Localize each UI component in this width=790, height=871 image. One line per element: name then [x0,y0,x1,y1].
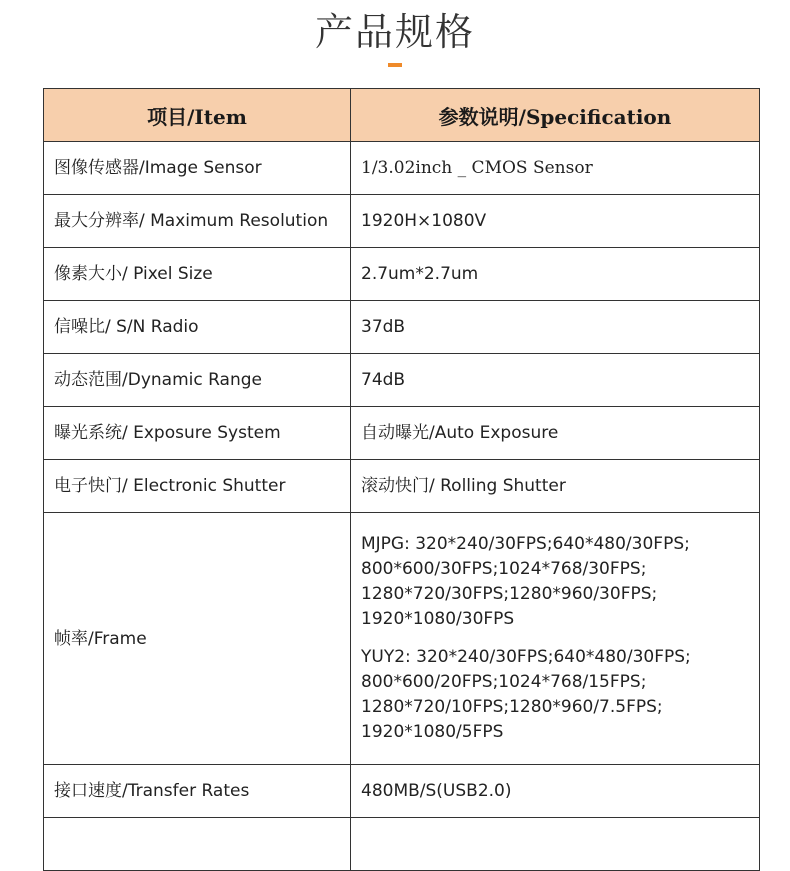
mjpg-line: 1920*1080/30FPS [361,609,515,629]
row-label: 信噪比/ S/N Radio [44,301,351,354]
table-row [44,765,760,818]
table-row-frame [44,513,760,765]
table-row [44,195,760,248]
row-label: 图像传感器/Image Sensor [44,142,351,195]
row-label: 接口速度/Transfer Rates [44,765,351,818]
mjpg-line: 800*600/30FPS;1024*768/30FPS; [361,559,647,579]
table-row [44,142,760,195]
row-value: 37dB [351,301,760,354]
yuy2-line: YUY2: 320*240/30FPS;640*480/30FPS; [361,647,691,667]
mjpg-block [361,532,749,632]
row-label: 帧率/Frame [44,513,351,765]
table-header-row [44,89,760,142]
row-value: 2.7um*2.7um [351,248,760,301]
yuy2-block [361,645,749,745]
table-row [44,460,760,513]
row-value: 自动曝光/Auto Exposure [351,407,760,460]
table-row [44,354,760,407]
frame-rates-cell [351,513,760,765]
table-row [44,248,760,301]
mjpg-line: MJPG: 320*240/30FPS;640*480/30FPS; [361,534,690,554]
yuy2-line: 800*600/20FPS;1024*768/15FPS; [361,672,647,692]
row-label: 像素大小/ Pixel Size [44,248,351,301]
header-spec: 参数说明/Specification [351,89,760,142]
row-label: 最大分辨率/ Maximum Resolution [44,195,351,248]
row-value: 480MB/S(USB2.0) [351,765,760,818]
row-value: 1/3.02inch _ CMOS Sensor [351,142,760,195]
spec-table [43,88,760,871]
row-value: 滚动快门/ Rolling Shutter [351,460,760,513]
table-row-partial [44,818,760,871]
row-label: 曝光系统/ Exposure System [44,407,351,460]
header-item: 项目/Item [44,89,351,142]
row-value: 74dB [351,354,760,407]
table-row [44,301,760,354]
row-label: 动态范围/Dynamic Range [44,354,351,407]
row-label: 电子快门/ Electronic Shutter [44,460,351,513]
title-accent-bar [388,63,402,67]
yuy2-line: 1280*720/10FPS;1280*960/7.5FPS; [361,697,663,717]
page-title: 产品规格 [314,10,475,54]
yuy2-line: 1920*1080/5FPS [361,722,504,742]
row-value: 1920H×1080V [351,195,760,248]
mjpg-line: 1280*720/30FPS;1280*960/30FPS; [361,584,658,604]
table-row [44,407,760,460]
